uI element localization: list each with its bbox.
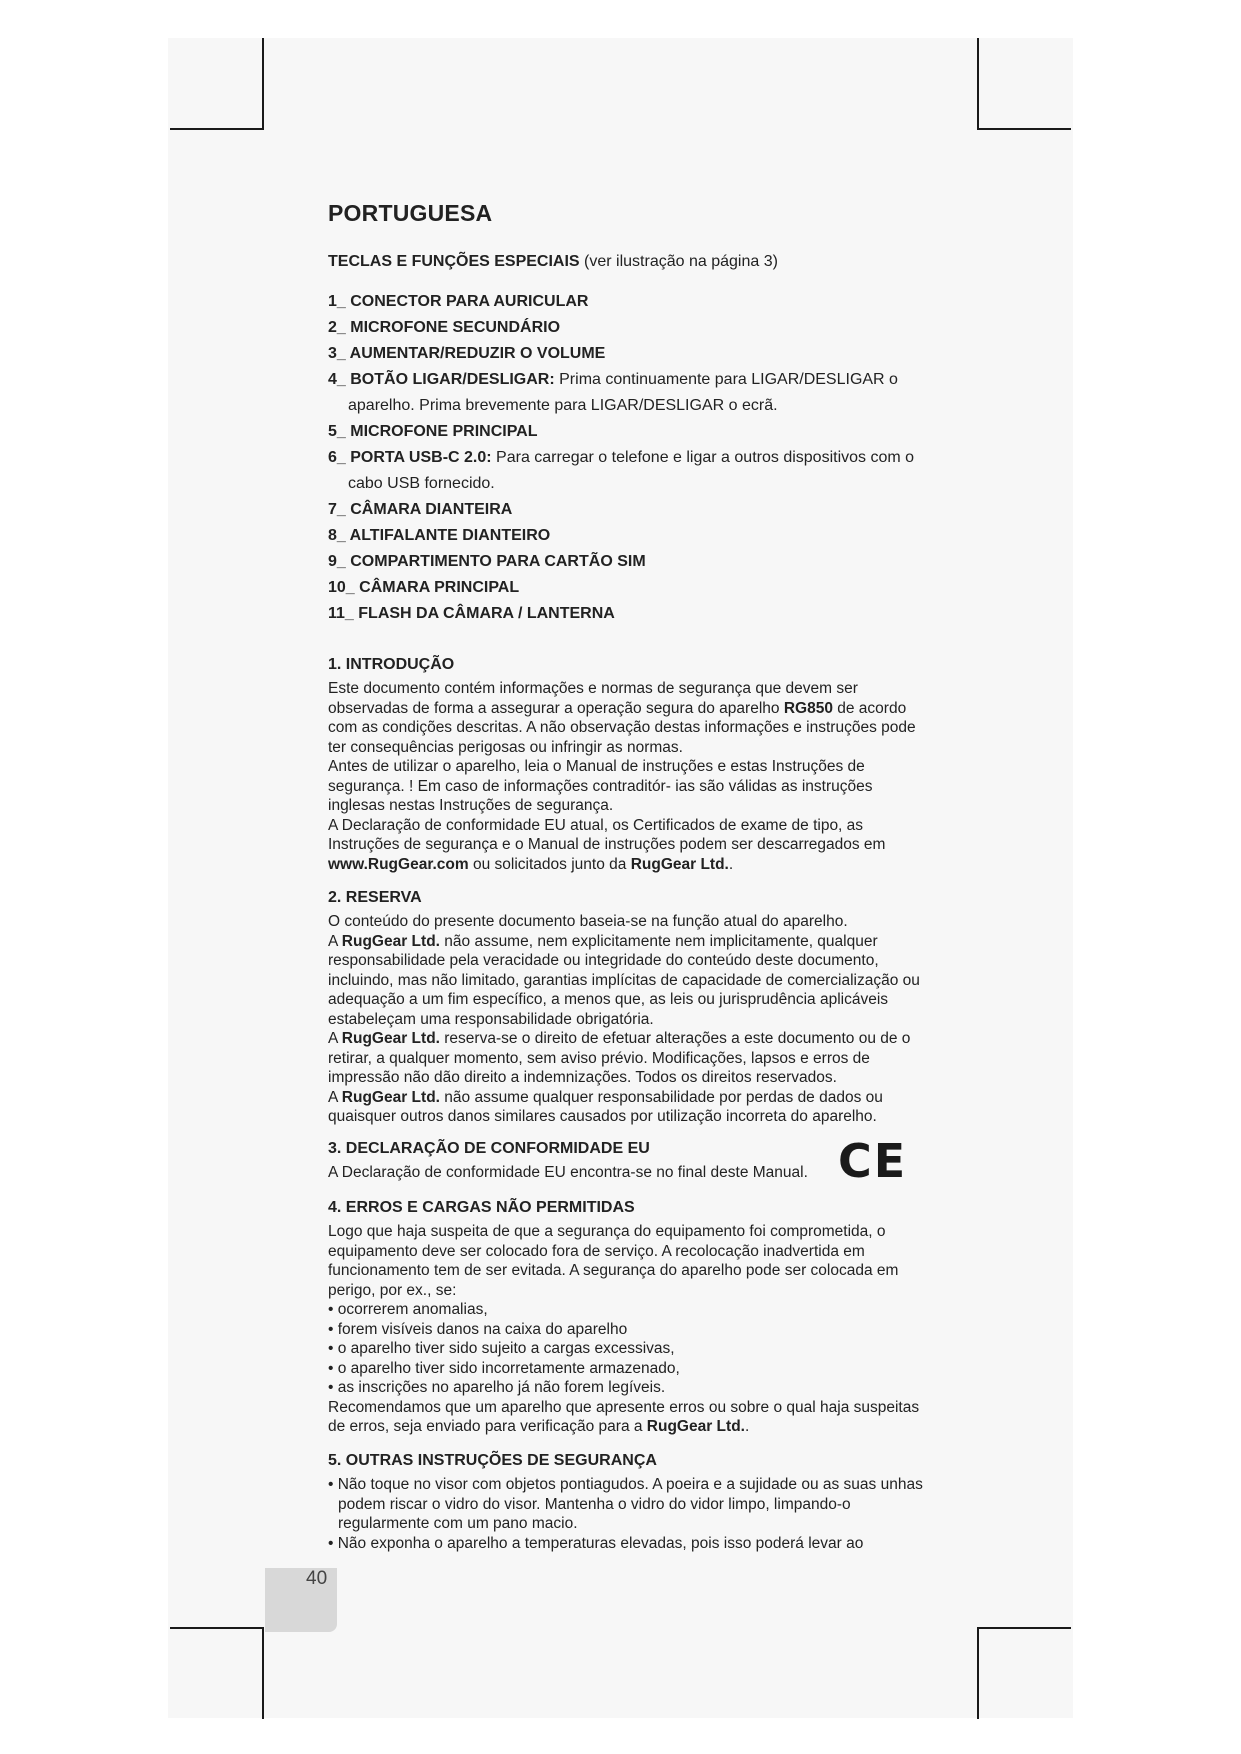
model-name: RG850: [783, 699, 833, 717]
key-title: CÂMARA DIANTEIRA: [350, 501, 513, 518]
paragraph: O conteúdo do presente documento baseia-se na função atual do aparelho.: [328, 913, 848, 930]
key-description-continued: aparelho. Prima brevemente para LIGAR/DESLIGAR o ecrã.: [348, 397, 778, 414]
paragraph: A Declaração de conformidade EU encontra-se no final deste Manual.: [328, 1164, 808, 1181]
page-title: PORTUGUESA: [328, 200, 493, 226]
key-item: [328, 341, 928, 367]
key-description-continued: cabo USB fornecido.: [348, 475, 495, 492]
key-title: BOTÃO LIGAR/DESLIGAR:: [350, 371, 555, 388]
section-title: 5. OUTRAS INSTRUÇÕES DE SEGURANÇA: [328, 1452, 657, 1469]
key-description: Prima continuamente para LIGAR/DESLIGAR o: [554, 371, 898, 388]
crop-mark-bottom-right-h: [977, 1627, 1071, 1629]
key-item: [328, 367, 928, 419]
key-item: [328, 445, 928, 497]
list-item: • ocorrerem anomalias,: [328, 1300, 928, 1320]
keys-heading: [328, 253, 778, 271]
list-item: • o aparelho tiver sido incorretamente armazenado,: [328, 1359, 928, 1379]
key-title: AUMENTAR/REDUZIR O VOLUME: [349, 345, 606, 362]
key-number: 4_: [328, 371, 351, 388]
key-item: [328, 419, 928, 445]
list-item: • Não toque no visor com objetos pontiagudos. A poeira e a sujidade ou as suas unhas podem riscar o vidro do visor. Mantenha o vidro do vidor limpo, limpando-o regularmente com um pano macio.: [328, 1475, 928, 1534]
section-introduction: [328, 655, 928, 874]
text: ou solicitados junto da: [468, 855, 631, 873]
list-item: • o aparelho tiver sido sujeito a cargas excessivas,: [328, 1339, 928, 1359]
text: .: [744, 1418, 750, 1435]
key-item: [328, 549, 928, 575]
bullet-list: [328, 1300, 928, 1398]
key-title: FLASH DA CÂMARA / LANTERNA: [358, 605, 615, 622]
key-number: 8_: [328, 527, 350, 544]
section-safety: [328, 1451, 928, 1553]
paragraph: Antes de utilizar o aparelho, leia o Manual de instruções e estas Instruções de segurança. ! Em caso de informações contraditór- ias são válidas as instruções inglesas nestas Instruções de segurança.: [328, 758, 873, 814]
key-number: 2_: [328, 319, 351, 336]
paragraph: [328, 1398, 928, 1437]
key-number: 1_: [328, 293, 351, 310]
paragraph: [328, 816, 928, 875]
section-title: 2. RESERVA: [328, 889, 422, 906]
keys-heading-bold: TECLAS E FUNÇÕES ESPECIAIS: [328, 253, 580, 270]
text: de acordo com as condições descritas. A não observação destas informações e instruções pode ter consequências perigosas ou infringir as normas.: [328, 699, 916, 756]
key-item: [328, 289, 928, 315]
text: não assume qualquer responsabilidade por perdas de dados ou quaisquer outros danos similares causados por utilização incorreta do aparelho.: [328, 1088, 883, 1125]
keys-heading-note: (ver ilustração na página 3): [579, 253, 778, 270]
crop-mark-top-right-v: [977, 38, 979, 130]
paragraph: Logo que haja suspeita de que a segurança do equipamento foi comprometida, o equipamento deve ser colocado fora de serviço. A recolocação inadvertida em funcionamento tem de ser evitada. A segurança do aparelho pode ser colocada em perigo, por ex., se:: [328, 1223, 899, 1299]
crop-mark-bottom-left-h: [170, 1627, 264, 1629]
text: não assume, nem explicitamente nem implicitamente, qualquer responsabilidade pela veracidade ou integridade do conteúdo deste documento, incluindo, mas não limitado, garantias implícitas de capacidade de comercialização ou adequação a um fim específico, a menos que, as leis ou jurisprudência aplicáveis estabeleçam uma responsabilidade obrigatória.: [328, 932, 920, 1028]
text: reserva-se o direito de efetuar alterações a este documento ou de o retirar, a qualquer momento, sem aviso prévio. Modificações, lapsos e erros de impressão não dão direito a indemnizações. Todos os direitos reservados.: [328, 1030, 911, 1086]
text: A: [328, 1030, 342, 1047]
section-title: 3. DECLARAÇÃO DE CONFORMIDADE EU: [328, 1140, 650, 1157]
list-item: • as inscrições no aparelho já não forem legíveis.: [328, 1378, 928, 1398]
key-number: 5_: [328, 423, 351, 440]
page-number: 40: [306, 1568, 328, 1589]
section-title: 1. INTRODUÇÃO: [328, 656, 455, 673]
list-item: • Não exponha o aparelho a temperaturas elevadas, pois isso poderá levar ao: [328, 1534, 928, 1554]
company-name: RugGear Ltd.: [341, 1088, 440, 1106]
key-list: [328, 289, 928, 627]
key-number: 11_: [328, 605, 359, 622]
crop-mark-bottom-right-v: [977, 1627, 979, 1719]
text: Recomendamos que um aparelho que apresente erros ou sobre o qual haja suspeitas de erros, seja enviado para verificação para a: [328, 1398, 920, 1435]
key-title: CÂMARA PRINCIPAL: [359, 579, 520, 596]
key-number: 10_: [328, 579, 360, 596]
list-item: • forem visíveis danos na caixa do aparelho: [328, 1320, 928, 1340]
company-name: RugGear Ltd.: [630, 855, 729, 873]
company-name: RugGear Ltd.: [341, 1030, 440, 1047]
section-reserva: [328, 888, 928, 1127]
text: .: [728, 855, 734, 873]
key-title: ALTIFALANTE DIANTEIRO: [349, 527, 551, 544]
text: Este documento contém informações e normas de segurança que devem ser observadas de forma a assegurar a operação segura do aparelho: [328, 680, 858, 717]
crop-mark-top-right-h: [977, 128, 1071, 130]
key-description: Para carregar o telefone e ligar a outros dispositivos com o: [491, 449, 915, 466]
crop-mark-top-left-v: [262, 38, 264, 130]
key-item: [328, 497, 928, 523]
key-title: MICROFONE SECUNDÁRIO: [350, 319, 561, 336]
key-title: CONECTOR PARA AURICULAR: [350, 293, 589, 310]
paragraph: [328, 932, 928, 1030]
website-link: www.RugGear.com: [328, 855, 469, 873]
paragraph: [328, 1029, 928, 1088]
text: A: [328, 1088, 342, 1106]
paragraph: [328, 679, 928, 757]
text: A Declaração de conformidade EU atual, os Certificados de exame de tipo, as Instruções de segurança e o Manual de instruções podem ser descarregados em: [328, 816, 886, 853]
key-title: COMPARTIMENTO PARA CARTÃO SIM: [350, 553, 646, 570]
key-title: MICROFONE PRINCIPAL: [350, 423, 538, 440]
company-name: RugGear Ltd.: [646, 1418, 745, 1435]
crop-mark-top-left-h: [170, 128, 264, 130]
key-title: PORTA USB-C 2.0:: [350, 449, 492, 466]
section-errors: [328, 1198, 928, 1437]
section-title: 4. ERROS E CARGAS NÃO PERMITIDAS: [328, 1199, 635, 1216]
key-item: [328, 601, 928, 627]
bullet-list: [328, 1475, 928, 1553]
crop-mark-bottom-left-v: [262, 1627, 264, 1719]
key-item: [328, 575, 928, 601]
key-item: [328, 523, 928, 549]
text: A: [328, 932, 342, 950]
key-number: 3_: [328, 345, 350, 362]
company-name: RugGear Ltd.: [341, 932, 440, 950]
key-item: [328, 315, 928, 341]
key-number: 9_: [328, 553, 351, 570]
key-number: 7_: [328, 501, 351, 518]
key-number: 6_: [328, 449, 351, 466]
ce-mark-icon: CE: [838, 1134, 908, 1188]
paragraph: [328, 1088, 928, 1127]
